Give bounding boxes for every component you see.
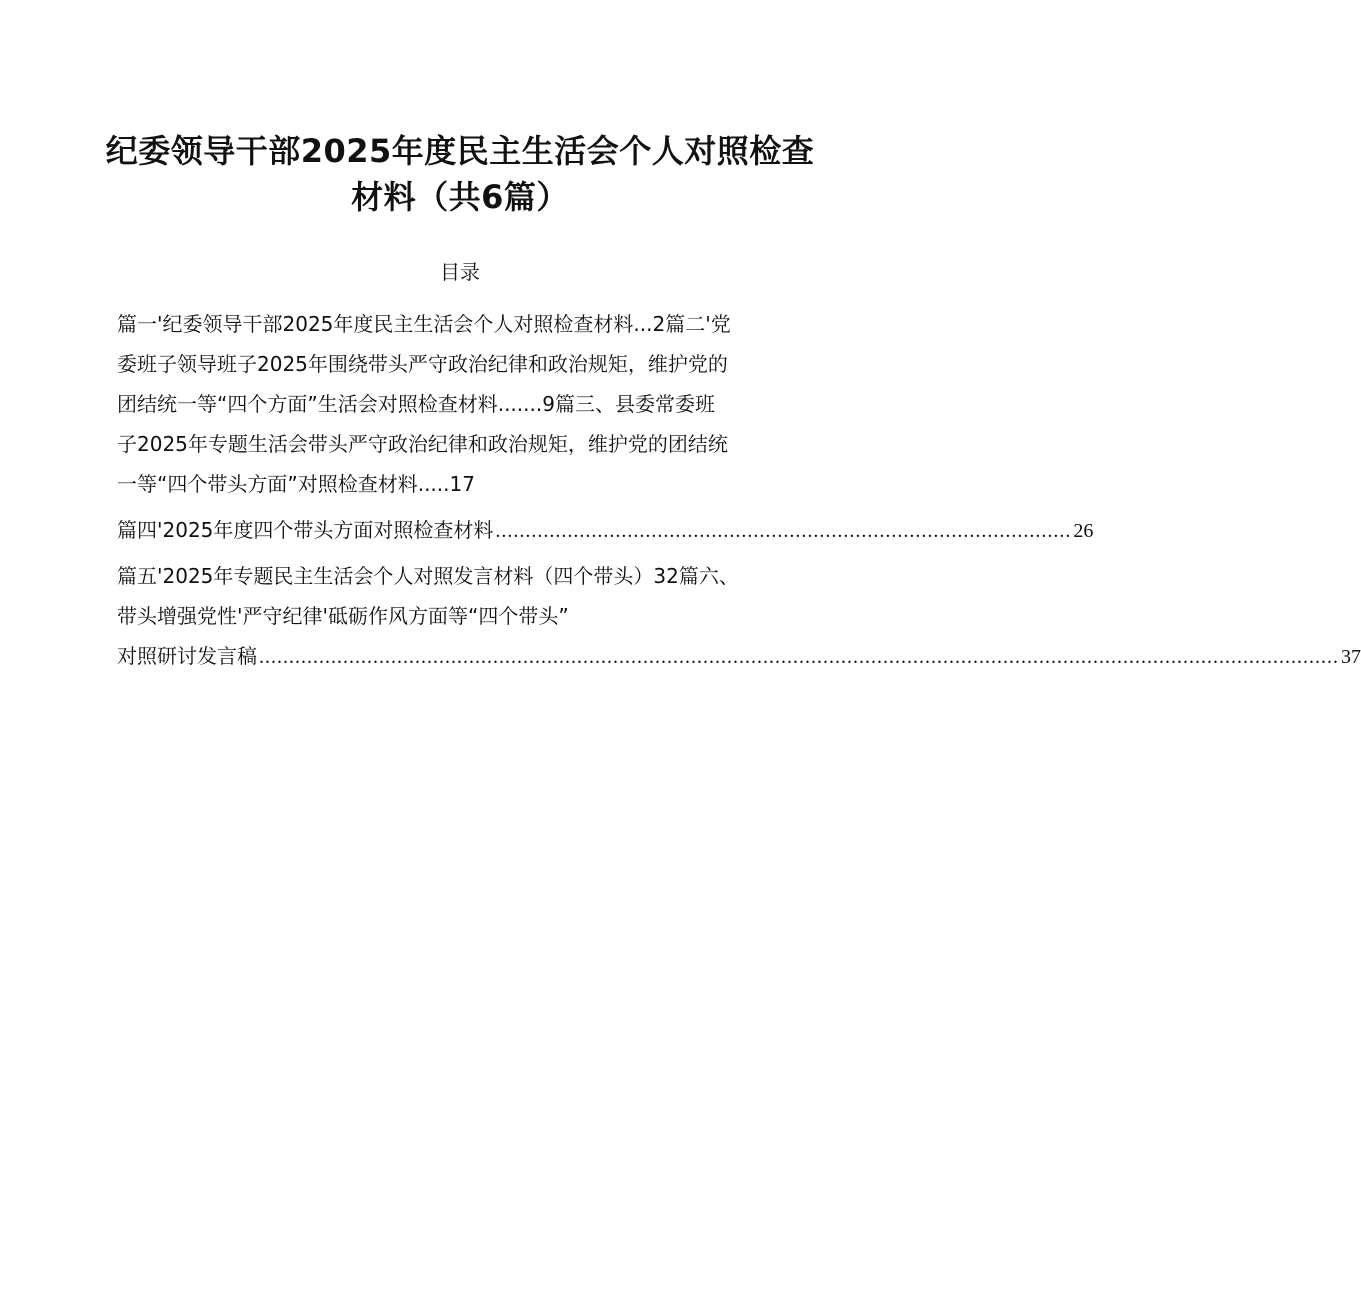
toc-line-text: 子2025年专题生活会带头严守政治纪律和政治规矩，维护党的团结统 — [117, 432, 728, 456]
toc-line-text: 委班子领导班子2025年围绕带头严守政治纪律和政治规矩，维护党的 — [117, 352, 728, 376]
toc-line[interactable] — [117, 424, 817, 464]
toc-heading: 目录 — [440, 260, 480, 284]
toc-line-text: 篇一'纪委领导干部2025年度民主生活会个人对照检查材料...2篇二'党 — [117, 312, 731, 336]
toc-line[interactable] — [117, 596, 817, 636]
toc-line[interactable] — [117, 344, 817, 384]
toc-line-text: 一等“四个带头方面”对照检查材料.....17 — [117, 472, 475, 496]
toc-line[interactable] — [117, 304, 817, 344]
document-title-line-2: 材料（共6篇） — [351, 178, 569, 216]
toc-line[interactable] — [117, 464, 817, 504]
table-of-contents — [117, 304, 1361, 676]
toc-line-text: 带头增强党性'严守纪律'砥砺作风方面等“四个带头” — [117, 604, 569, 628]
toc-entry-4[interactable] — [117, 510, 1094, 550]
toc-page-number: 37 — [1341, 646, 1361, 668]
toc-entry-title: 对照研讨发言稿 — [117, 644, 257, 668]
toc-line[interactable] — [117, 384, 817, 424]
document-title-line-1: 纪委领导干部2025年度民主生活会个人对照检查 — [105, 132, 815, 170]
toc-dot-leader: .................................................................................................................................................................................... — [259, 646, 1339, 668]
toc-line-text: 团结统一等“四个方面”生活会对照检查材料.......9篇三、县委常委班 — [117, 392, 715, 416]
toc-line[interactable] — [117, 556, 817, 596]
toc-page-number: 26 — [1073, 520, 1094, 542]
document-title — [100, 128, 820, 220]
toc-dot-leader: ................................................................................................ — [495, 520, 1072, 542]
toc-entry-title: 篇四'2025年度四个带头方面对照检查材料 — [117, 518, 494, 542]
toc-entry-6-last[interactable] — [117, 636, 1361, 676]
toc-line-text: 篇五'2025年专题民主生活会个人对照发言材料（四个带头）32篇六、 — [117, 564, 739, 588]
